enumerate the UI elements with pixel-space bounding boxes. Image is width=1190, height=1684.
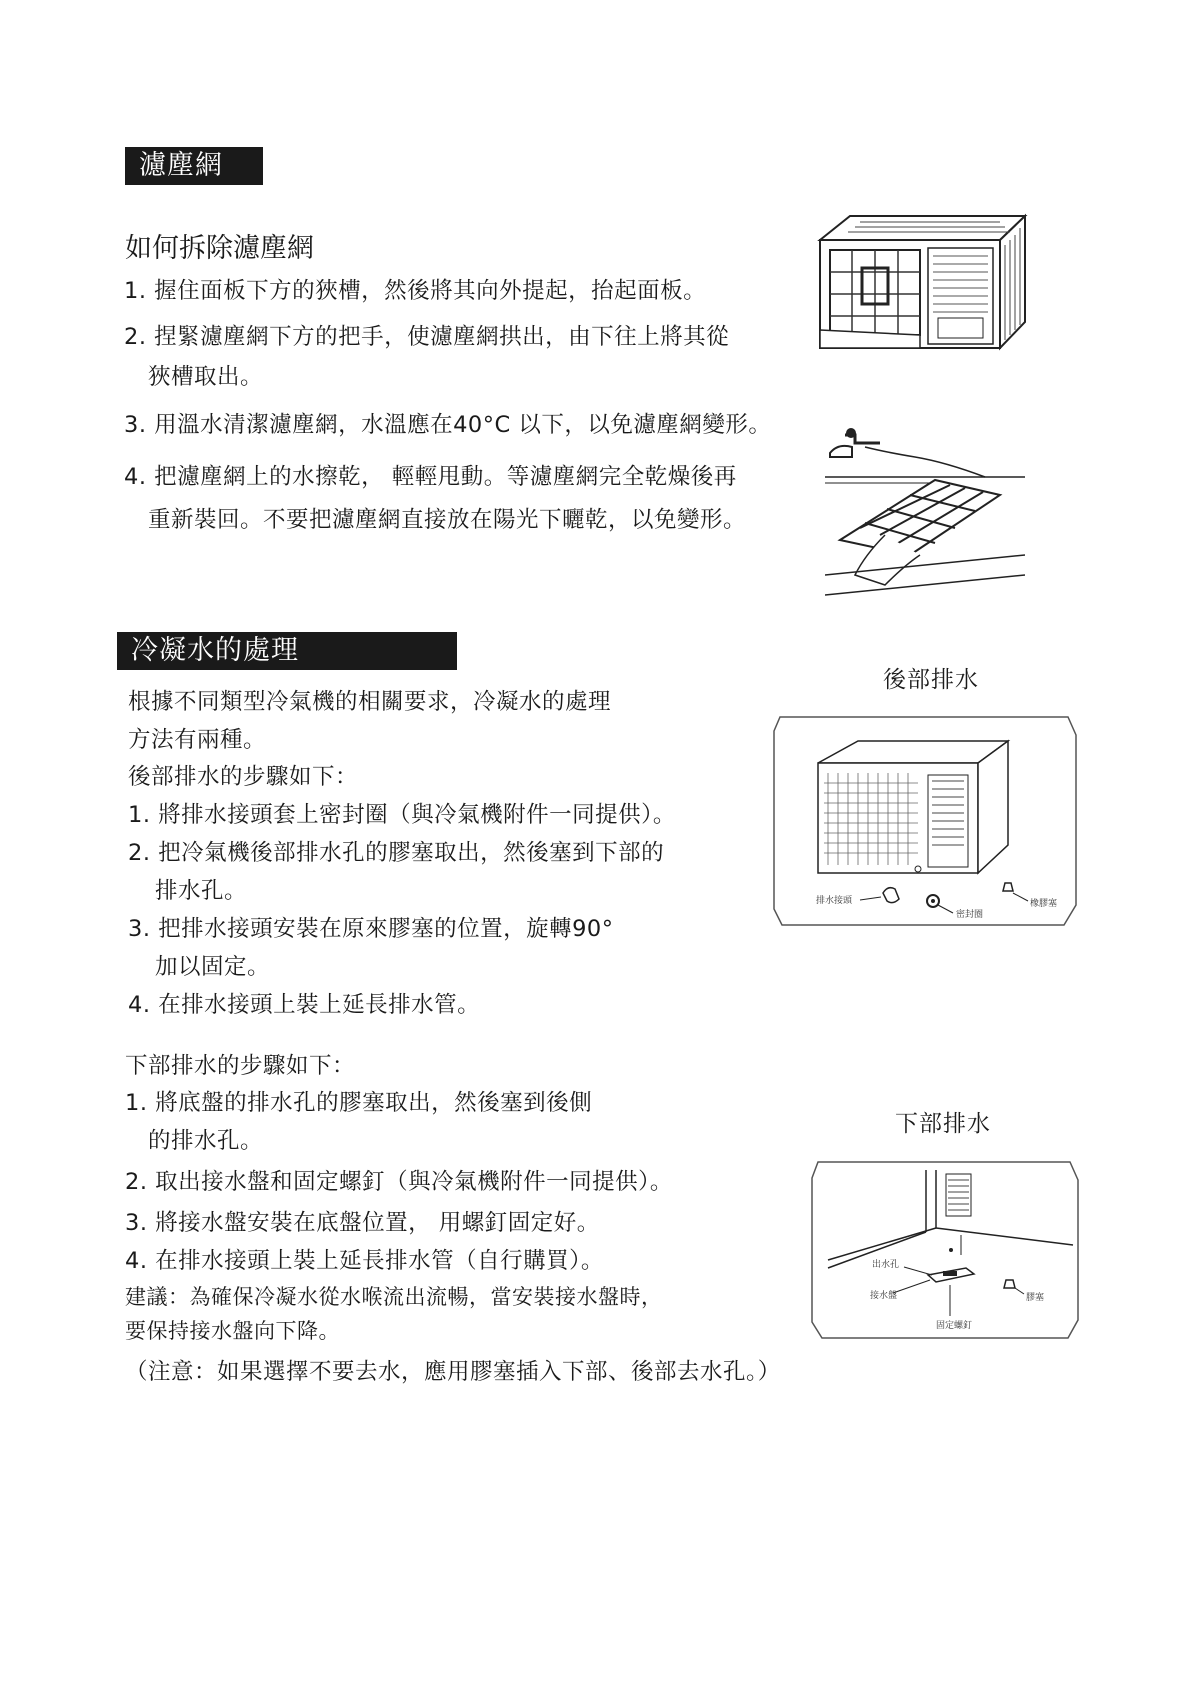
bottom-drain-caption: 下部排水 [895,1111,991,1137]
rear-drain-illustration [768,705,1080,933]
bottom-step-1: 1. 將底盤的排水孔的膠塞取出，然後塞到後側 [125,1090,593,1116]
rear-step-1: 1. 將排水接頭套上密封圈（與冷氣機附件一同提供）。 [128,802,676,828]
rear-step-2: 2. 把冷氣機後部排水孔的膠塞取出，然後塞到下部的 [128,840,665,866]
filter-step-4-cont: 重新裝回。不要把濾塵網直接放在陽光下曬乾，以免變形。 [148,507,747,533]
section-header-filter: 濾塵網 [125,147,263,185]
filter-step-2: 2. 捏緊濾塵網下方的把手，使濾塵網拱出，由下往上將其從 [124,324,730,350]
filter-step-2-cont: 狹槽取出。 [148,364,264,390]
rear-step-4: 4. 在排水接頭上裝上延長排水管。 [128,992,481,1018]
label-drain-joint: 排水接頭 [816,896,853,906]
filter-step-3: 3. 用溫水清潔濾塵網，水溫應在40°C 以下，以免濾塵網變形。 [124,412,772,438]
bottom-step-3: 3. 將接水盤安裝在底盤位置， 用螺釘固定好。 [125,1210,600,1236]
washing-filter-illustration [825,425,1025,600]
rear-step-3: 3. 把排水接頭安裝在原來膠塞的位置，旋轉90° [128,916,614,942]
label-rubber-plug: 橡膠塞 [1030,899,1058,909]
rear-drain-title: 後部排水的步驟如下： [128,764,359,790]
advice-line1: 建議：為確保冷凝水從水喉流出流暢，當安裝接水盤時， [125,1285,663,1309]
bottom-step-2: 2. 取出接水盤和固定螺釘（與冷氣機附件一同提供）。 [125,1169,673,1195]
note-no-drain: （注意：如果選擇不要去水，應用膠塞插入下部、後部去水孔。） [125,1359,781,1385]
label-outlet: 出水孔 [872,1260,900,1270]
label-plug: 膠塞 [1026,1293,1045,1303]
rear-step-3-cont: 加以固定。 [155,954,271,980]
bottom-step-1-cont: 的排水孔。 [148,1128,264,1154]
section-header-condensate: 冷凝水的處理 [117,632,457,670]
label-seal-ring: 密封圈 [956,910,984,920]
condensate-intro-line1: 根據不同類型冷氣機的相關要求，冷凝水的處理 [128,689,612,715]
condensate-intro-line2: 方法有兩種。 [128,727,267,753]
label-tray: 接水盤 [870,1291,898,1301]
bottom-drain-title: 下部排水的步驟如下： [125,1053,356,1079]
bottom-step-4: 4. 在排水接頭上裝上延長排水管（自行購買）。 [125,1248,604,1274]
filter-step-4: 4. 把濾塵網上的水擦乾， 輕輕甩動。等濾塵網完全乾燥後再 [124,464,737,490]
ac-filter-illustration [800,210,1030,360]
subtitle-remove-filter: 如何拆除濾塵網 [125,233,314,264]
bottom-drain-illustration [808,1150,1083,1345]
rear-drain-caption: 後部排水 [883,667,979,693]
rear-step-2-cont: 排水孔。 [155,878,248,904]
filter-step-1: 1. 握住面板下方的狹槽，然後將其向外提起，抬起面板。 [124,278,707,304]
label-screw: 固定螺釘 [936,1321,973,1331]
advice-line2: 要保持接水盤向下降。 [125,1319,340,1343]
